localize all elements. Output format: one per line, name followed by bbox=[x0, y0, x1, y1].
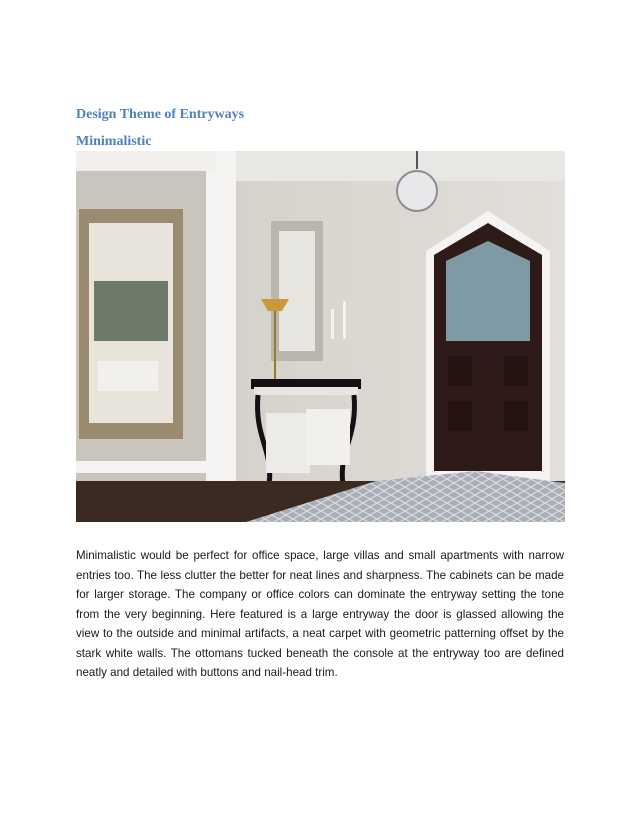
entryway-illustration bbox=[76, 151, 565, 522]
section-title: Design Theme of Entryways bbox=[76, 107, 245, 122]
description-paragraph: Minimalistic would be perfect for office space, large villas and small apartments with narrow entries too. The less clutter the better for neat lines and sharpness. The cabinets can be made for larger storage. The company or office colors can dominate the entryway setting the tone from the very beginning. Here featured is a large entryway the door is glassed allowing the view to the outside and minimal artifacts, a neat carpet with geometric patterning offset by the stark white walls. The ottomans tucked beneath the console at the entryway too are defined neatly and detailed with buttons and nail-head trim. bbox=[76, 549, 564, 679]
entryway-photo bbox=[76, 151, 565, 522]
subsection-title: Minimalistic bbox=[76, 134, 152, 149]
large-mirror bbox=[79, 209, 183, 439]
front-door bbox=[426, 211, 550, 481]
small-mirror bbox=[271, 221, 323, 361]
